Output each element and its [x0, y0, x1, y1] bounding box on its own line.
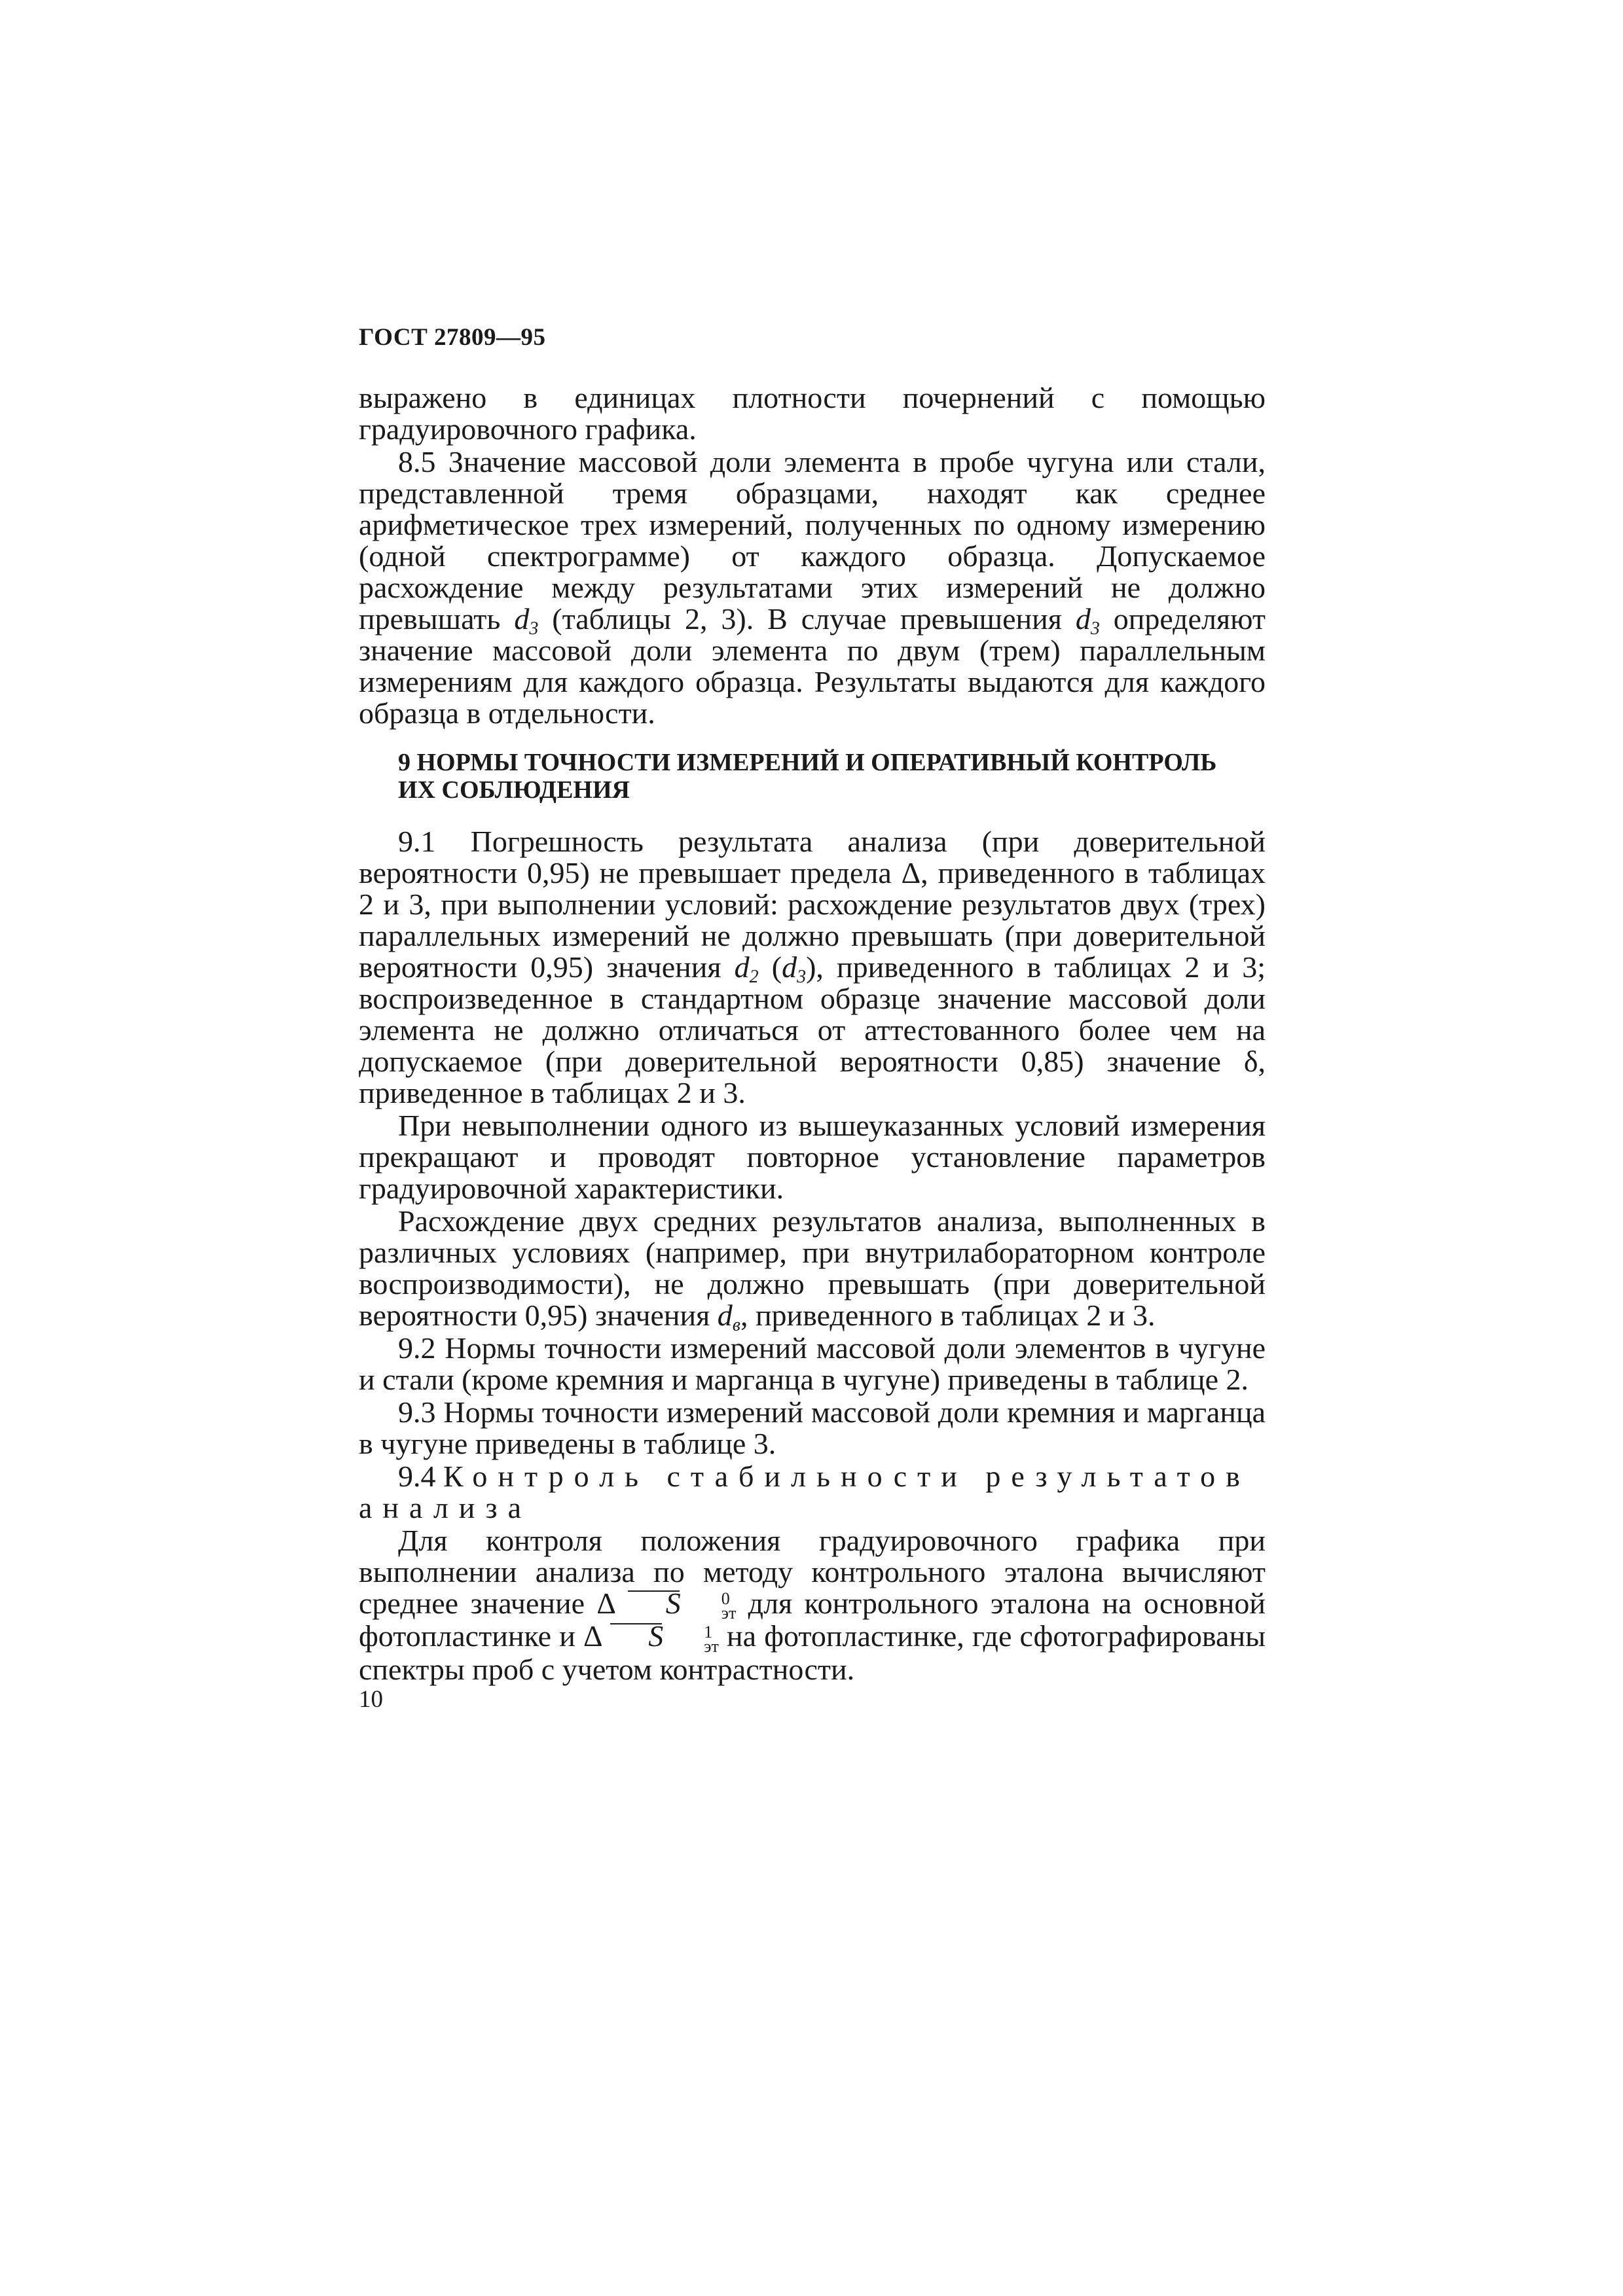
- symbol-s-et-0: [627, 1588, 681, 1619]
- symbol-letter: d: [734, 950, 750, 984]
- symbol-letter: d: [782, 950, 797, 984]
- overbar: [610, 1623, 662, 1624]
- document-code-header: ГОСТ 27809—95: [359, 324, 546, 351]
- subsection-title: Контроль стабильности результатов анализа: [359, 1460, 1250, 1524]
- paragraph-text: на фотопластинке, где сфотографированы спектры проб с учетом контрастности.: [359, 1619, 1266, 1686]
- document-body: [359, 382, 1266, 1687]
- symbol-letter: S: [665, 1587, 681, 1620]
- page-number: 10: [359, 1686, 383, 1713]
- section-heading-line: ИХ СОБЛЮДЕНИЯ: [398, 776, 630, 804]
- paragraph-text: ), приведенного в таблицах 2 и 3; воспроизведенное в стандартном образце значение массовой доли элемента не должно отличаться от аттестованного более чем на допускаемое (при доверительной вероятности 0,85) значение δ, приведенное в таблицах 2 и 3.: [359, 950, 1266, 1109]
- overbar: [628, 1590, 680, 1592]
- paragraph-text: 8.5 Значение массовой доли элемента в пробе чугуна или стали, представленной тремя образцами, находят как среднее арифметическое трех измерений, полученных по одному измерению (одной спектрограмме) от каждого образца. Допускаемое расхождение между результатами этих измерений не должно превышать: [359, 445, 1266, 636]
- symbol-subscript: 3: [1090, 619, 1100, 639]
- paragraph-text: 9.3 Нормы точности измерений массовой доли кремния и марганца в чугуне приведены в таблице 3.: [359, 1395, 1266, 1460]
- paragraph-failure: [359, 1110, 1266, 1204]
- symbol-d3: [782, 950, 807, 987]
- symbol-letter: d: [514, 602, 530, 636]
- symbol-d2: [734, 950, 759, 987]
- section-heading-line: 9 НОРМЫ ТОЧНОСТИ ИЗМЕРЕНИЙ И ОПЕРАТИВНЫЙ КОНТРОЛЬ: [398, 749, 1217, 776]
- paragraph-8-5: [359, 446, 1266, 729]
- paragraph-text: выражено в единицах плотности почернений с помощью градуировочного графика.: [359, 381, 1266, 446]
- paragraph-text: При невыполнении одного из вышеуказанных условий измерения прекращают и проводят повторное установление параметров градуировочной характеристики.: [359, 1109, 1266, 1205]
- symbol-indices: [665, 1622, 719, 1656]
- paragraph-control: [359, 1525, 1266, 1685]
- subsection-number: 9.4: [398, 1460, 443, 1493]
- symbol-subscript: эт: [704, 1636, 719, 1656]
- paragraph-text: (таблицы 2, 3). В случае превышения: [538, 602, 1076, 636]
- paragraph-text: для контрольного эталона на основной фотопластинке и Δ: [359, 1587, 1266, 1653]
- symbol-subscript: в: [732, 1315, 740, 1335]
- paragraph-discrepancy: [359, 1204, 1266, 1335]
- paragraph-text: определяют значение массовой доли элемента по двум (трем) параллельным измерениям для каждого образца. Результаты выдаются для каждого образца в отдельности.: [359, 602, 1266, 730]
- symbol-subscript: эт: [721, 1604, 737, 1623]
- paragraph-text: , приведенного в таблицах 2 и 3.: [740, 1299, 1156, 1332]
- paragraph-text: (: [758, 950, 782, 984]
- symbol-dv: [717, 1299, 740, 1335]
- symbol-letter: S: [648, 1619, 664, 1653]
- paragraph-9-2: [359, 1333, 1266, 1395]
- paragraph-9-3: [359, 1397, 1266, 1460]
- symbol-d3: [1075, 602, 1100, 639]
- symbol-indices: [682, 1589, 737, 1623]
- paragraph-9-1: [359, 826, 1266, 1109]
- symbol-superscript: 0: [721, 1589, 730, 1609]
- symbol-letter: d: [1075, 602, 1091, 636]
- paragraph-continuation: [359, 382, 1266, 445]
- paragraph-text: Для контроля положения градуировочного графика при выполнении анализа по методу контрольного эталона вычисляют среднее значение Δ: [359, 1524, 1266, 1620]
- symbol-superscript: 1: [704, 1622, 713, 1641]
- paragraph-text: 9.2 Нормы точности измерений массовой доли элементов в чугуне и стали (кроме кремния и марганца в чугуне) приведены в таблице 2.: [359, 1331, 1266, 1396]
- section-heading: [359, 749, 1266, 804]
- symbol-subscript: 3: [529, 619, 539, 639]
- symbol-subscript: 3: [797, 967, 807, 987]
- symbol-s-et-1: [609, 1621, 663, 1652]
- paragraph-9-4: [359, 1461, 1266, 1524]
- symbol-letter: d: [717, 1299, 733, 1332]
- symbol-d3: [514, 602, 539, 639]
- paragraph-text: 9.1 Погрешность результата анализа (при доверительной вероятности 0,95) не превышает предела Δ, приведенного в таблицах 2 и 3, при выполнении условий: расхождение результатов двух (трех) параллельных измерений не должно превышать (при доверительной вероятности 0,95) значения: [359, 825, 1266, 984]
- symbol-subscript: 2: [749, 967, 759, 987]
- paragraph-text: Расхождение двух средних результатов анализа, выполненных в различных условиях (например, при внутрилабораторном контроле воспроизводимости), не должно превышать (при доверительной вероятности 0,95) значения: [359, 1204, 1266, 1332]
